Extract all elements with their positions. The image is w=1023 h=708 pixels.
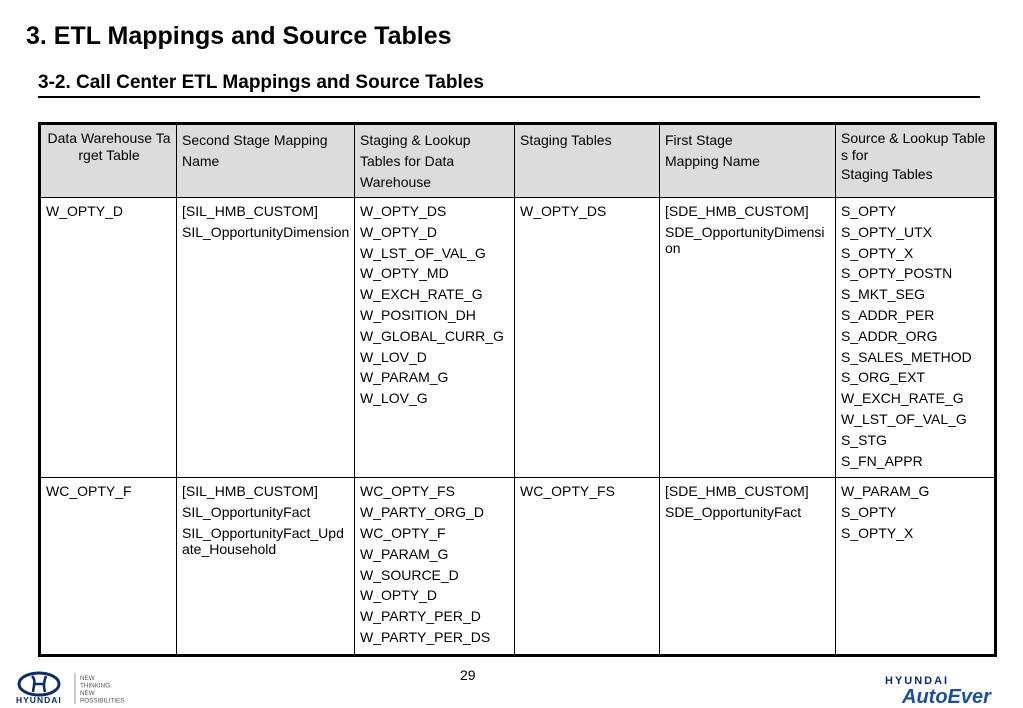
cell-line: S_ORG_EXT bbox=[841, 369, 926, 386]
tagline-line: NEW bbox=[80, 675, 95, 682]
cell-first-stage-mapping bbox=[660, 478, 836, 655]
cell-line: W_OPTY_MD bbox=[360, 265, 449, 282]
etl-mapping-table bbox=[38, 122, 997, 657]
table-body bbox=[40, 198, 996, 656]
cell-line: S_OPTY_POSTN bbox=[841, 265, 953, 282]
cell-line: S_OPTY_X bbox=[841, 244, 914, 261]
header-first-stage-mapping bbox=[660, 124, 836, 198]
cell-line: WC_OPTY_FS bbox=[360, 483, 455, 500]
page-title: 3. ETL Mappings and Source Tables bbox=[26, 22, 452, 50]
header-line: Data Warehouse Target Table bbox=[47, 130, 171, 163]
header-line: Name bbox=[182, 153, 220, 169]
cell-line: S_SALES_METHOD bbox=[841, 348, 972, 365]
cell-line: W_SOURCE_D bbox=[360, 566, 459, 583]
cell-line: SIL_OpportunityDimension bbox=[182, 223, 350, 240]
header-staging-tables bbox=[515, 124, 660, 198]
cell-line: W_LOV_D bbox=[360, 348, 427, 365]
cell-source-lookup-tables bbox=[836, 198, 996, 478]
header-line: Source & Lookup Tables for bbox=[841, 130, 986, 163]
header-line: Staging Tables bbox=[841, 166, 933, 182]
cell-line: [SIL_HMB_CUSTOM] bbox=[182, 483, 318, 500]
hyundai-footer-logo bbox=[12, 670, 152, 706]
header-line: First Stage bbox=[665, 132, 733, 148]
tagline-line: NEW bbox=[80, 690, 95, 697]
cell-source-lookup-tables bbox=[836, 478, 996, 655]
table-row bbox=[40, 198, 996, 478]
cell-dw-target-table bbox=[40, 478, 177, 655]
cell-line: [SDE_HMB_CUSTOM] bbox=[665, 483, 809, 500]
hyundai-wordmark: HYUNDAI bbox=[16, 695, 62, 705]
cell-line: S_STG bbox=[841, 431, 887, 448]
cell-line: W_PARTY_PER_D bbox=[360, 608, 481, 625]
cell-first-stage-mapping bbox=[660, 198, 836, 478]
tagline-line: THINKING. bbox=[80, 682, 112, 690]
cell-line: W_LOV_G bbox=[360, 390, 428, 407]
cell-line: WC_OPTY_F bbox=[360, 524, 446, 541]
header-line: Staging & Lookup bbox=[360, 132, 471, 148]
cell-line: WC_OPTY_FS bbox=[520, 483, 615, 500]
hyundai-emblem-icon bbox=[19, 673, 59, 695]
header-dw-target-table bbox=[40, 124, 177, 198]
cell-line: S_ADDR_ORG bbox=[841, 327, 938, 344]
header-staging-lookup-tables bbox=[355, 124, 515, 198]
cell-line: W_GLOBAL_CURR_G bbox=[360, 327, 504, 344]
tagline-line: POSSIBILITIES. bbox=[80, 697, 127, 705]
table-row bbox=[40, 478, 996, 655]
cell-staging-tables bbox=[515, 478, 660, 655]
cell-line: SDE_OpportunityFact bbox=[665, 504, 802, 521]
cell-line: S_OPTY bbox=[841, 504, 897, 521]
header-line: Second Stage Mapping bbox=[182, 132, 328, 148]
autoever-wordmark: AutoEver bbox=[902, 686, 991, 706]
cell-line: W_LST_OF_VAL_G bbox=[360, 244, 486, 261]
header-source-lookup-tables bbox=[836, 124, 996, 198]
cell-line: S_OPTY_UTX bbox=[841, 223, 933, 240]
cell-staging-lookup-tables bbox=[355, 478, 515, 655]
cell-line: [SIL_HMB_CUSTOM] bbox=[182, 203, 318, 219]
cell-line: S_ADDR_PER bbox=[841, 306, 935, 323]
cell-line: W_OPTY_D bbox=[360, 223, 438, 240]
cell-line: S_OPTY_X bbox=[841, 524, 914, 541]
cell-line: W_LST_OF_VAL_G bbox=[841, 410, 967, 427]
cell-line: W_OPTY_DS bbox=[520, 203, 607, 219]
cell-line: W_EXCH_RATE_G bbox=[841, 390, 964, 407]
header-row bbox=[40, 124, 996, 198]
cell-line: W_PARTY_PER_DS bbox=[360, 628, 491, 645]
cell-line: W_OPTY_D bbox=[46, 203, 124, 219]
cell-line: W_POSITION_DH bbox=[360, 306, 476, 323]
section-subtitle: 3-2. Call Center ETL Mappings and Source Tables bbox=[38, 72, 484, 93]
cell-line: W_OPTY_DS bbox=[360, 203, 447, 219]
cell-line: W_PARAM_G bbox=[841, 483, 930, 500]
cell-line: SIL_OpportunityFact_Update_Household bbox=[182, 524, 344, 557]
header-second-stage-mapping bbox=[177, 124, 355, 198]
cell-line: SIL_OpportunityFact bbox=[182, 504, 311, 521]
page-number: 29 bbox=[460, 667, 476, 683]
cell-line: W_PARAM_G bbox=[360, 545, 449, 562]
cell-staging-lookup-tables bbox=[355, 198, 515, 478]
cell-line: S_OPTY bbox=[841, 203, 897, 219]
cell-line: S_FN_APPR bbox=[841, 452, 923, 469]
cell-line: W_EXCH_RATE_G bbox=[360, 286, 483, 303]
header-line: Mapping Name bbox=[665, 153, 760, 169]
table-header bbox=[40, 124, 996, 198]
cell-line: W_PARAM_G bbox=[360, 369, 449, 386]
cell-line: W_PARTY_ORG_D bbox=[360, 504, 484, 521]
cell-second-stage-mapping bbox=[177, 198, 355, 478]
cell-staging-tables bbox=[515, 198, 660, 478]
cell-dw-target-table bbox=[40, 198, 177, 478]
cell-line: WC_OPTY_F bbox=[46, 483, 132, 500]
header-line: Tables for Data bbox=[360, 153, 455, 169]
cell-line: [SDE_HMB_CUSTOM] bbox=[665, 203, 809, 219]
section-heading bbox=[38, 72, 980, 98]
cell-line: W_OPTY_D bbox=[360, 587, 438, 604]
cell-line: S_MKT_SEG bbox=[841, 286, 926, 303]
header-line: Warehouse bbox=[360, 174, 432, 190]
cell-second-stage-mapping bbox=[177, 478, 355, 655]
autoever-footer-logo bbox=[880, 672, 1015, 706]
cell-line: SDE_OpportunityDimension bbox=[665, 223, 825, 256]
autoever-brand-label: HYUNDAI bbox=[885, 675, 950, 687]
header-line: Staging Tables bbox=[520, 132, 612, 148]
